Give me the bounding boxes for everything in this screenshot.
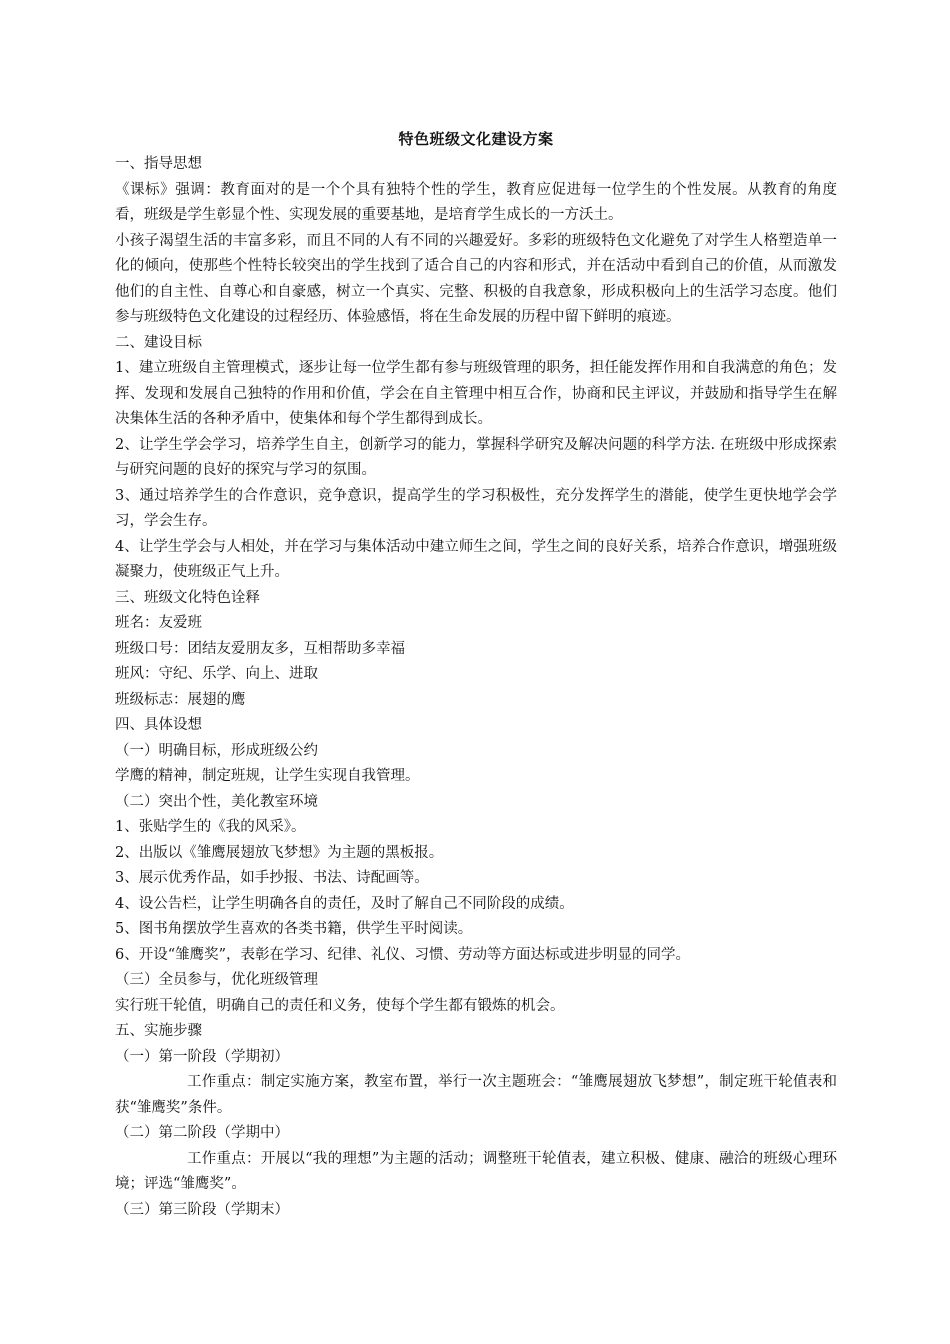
text-line: 班级标志：展翅的鹰 xyxy=(115,691,246,708)
text-line: 学鹰的精神，制定班规，让学生实现自我管理。 xyxy=(115,768,420,784)
text-line: 1、张贴学生的《我的风采》。 xyxy=(115,819,306,835)
text-line: 班级口号：团结友爱朋友多，互相帮助多幸福 xyxy=(115,640,405,657)
text-line: （二）突出个性，美化教室环境 xyxy=(115,793,318,810)
paragraph: 2、让学生学会学习，培养学生自主，创新学习的能力，掌握科学研究及解决问题的科学方法. 在班级中形成探索与研究问题的良好的探究与学习的氛围。 xyxy=(115,436,837,478)
text-line: 2、出版以《雏鹰展翅放飞梦想》为主题的黑板报。 xyxy=(115,844,444,861)
text-line: 三、班级文化特色诠释 xyxy=(115,589,260,606)
document-body xyxy=(115,152,837,1223)
document-page xyxy=(115,126,837,1223)
text-line: 6、开设“雏鹰奖”，表彰在学习、纪律、礼仪、习惯、劳动等方面达标或进步明显的同学。 xyxy=(115,946,691,963)
paragraph: 4、让学生学会与人相处，并在学习与集体活动中建立师生之间，学生之间的良好关系，培养合作意识，增强班级凝聚力，使班级正气上升。 xyxy=(115,538,837,580)
text-line: 4、设公告栏，让学生明确各自的责任，及时了解自己不同阶段的成绩。 xyxy=(115,895,574,912)
paragraph: 《课标》强调：教育面对的是一个个具有独特个性的学生，教育应促进每一位学生的个性发展。从教育的角度看，班级是学生彰显个性、实现发展的重要基地，是培育学生成长的一方沃土。 xyxy=(115,181,837,223)
text-line: 二、建设目标 xyxy=(115,334,202,351)
text-line: 3、展示优秀作品，如手抄报、书法、诗配画等。 xyxy=(115,870,429,886)
text-line: 班名：友爱班 xyxy=(115,615,202,631)
text-line: 5、图书角摆放学生喜欢的各类书籍，供学生平时阅读。 xyxy=(115,921,473,937)
document-title: 特色班级文化建设方案 xyxy=(398,130,554,148)
text-line: （一）明确目标，形成班级公约 xyxy=(115,742,318,759)
paragraph: 小孩子渴望生活的丰富多彩，而且不同的人有不同的兴趣爱好。多彩的班级特色文化避免了对学生人格塑造单一化的倾向，使那些个性特长较突出的学生找到了适合自己的内容和形式，并在活动中看到自己的价值，从而激发他们的自主性、自尊心和自豪感，树立一个真实、完整、积极的自我意象，形成积极向上的生活学习态度。他们参与班级特色文化建设的过程经历、体验感悟，将在生命发展的历程中留下鲜明的痕迹。 xyxy=(115,232,837,325)
paragraph: 3、通过培养学生的合作意识，竞争意识，提高学生的学习积极性，充分发挥学生的潜能，使学生更快地学会学习，学会生存。 xyxy=(115,487,837,529)
indented-paragraph: 工作重点：开展以“我的理想”为主题的活动；调整班干轮值表，建立积极、健康、融洽的班级心理环境；评选“雏鹰奖”。 xyxy=(115,1150,837,1192)
text-line: 四、具体设想 xyxy=(115,717,202,733)
indented-paragraph: 工作重点：制定实施方案，教室布置，举行一次主题班会：“雏鹰展翅放飞梦想”，制定班干轮值表和获“雏鹰奖”条件。 xyxy=(115,1074,837,1116)
text-line: 一、指导思想 xyxy=(115,156,202,172)
text-line: 五、实施步骤 xyxy=(115,1023,202,1039)
paragraph: 1、建立班级自主管理模式，逐步让每一位学生都有参与班级管理的职务，担任能发挥作用和自我满意的角色；发挥、发现和发展自己独特的作用和价值，学会在自主管理中相互合作，协商和民主评议，并鼓励和指导学生在解决集体生活的各种矛盾中，使集体和每个学生都得到成长。 xyxy=(115,360,837,427)
text-line: （二）第二阶段（学期中） xyxy=(115,1125,289,1141)
text-line: （三）全员参与，优化班级管理 xyxy=(115,972,318,988)
text-line: 实行班干轮值，明确自己的责任和义务，使每个学生都有锻炼的机会。 xyxy=(115,997,565,1014)
text-line: （一）第一阶段（学期初） xyxy=(115,1048,289,1065)
text-line: 班风：守纪、乐学、向上、进取 xyxy=(115,666,318,682)
text-line: （三）第三阶段（学期末） xyxy=(115,1201,289,1218)
